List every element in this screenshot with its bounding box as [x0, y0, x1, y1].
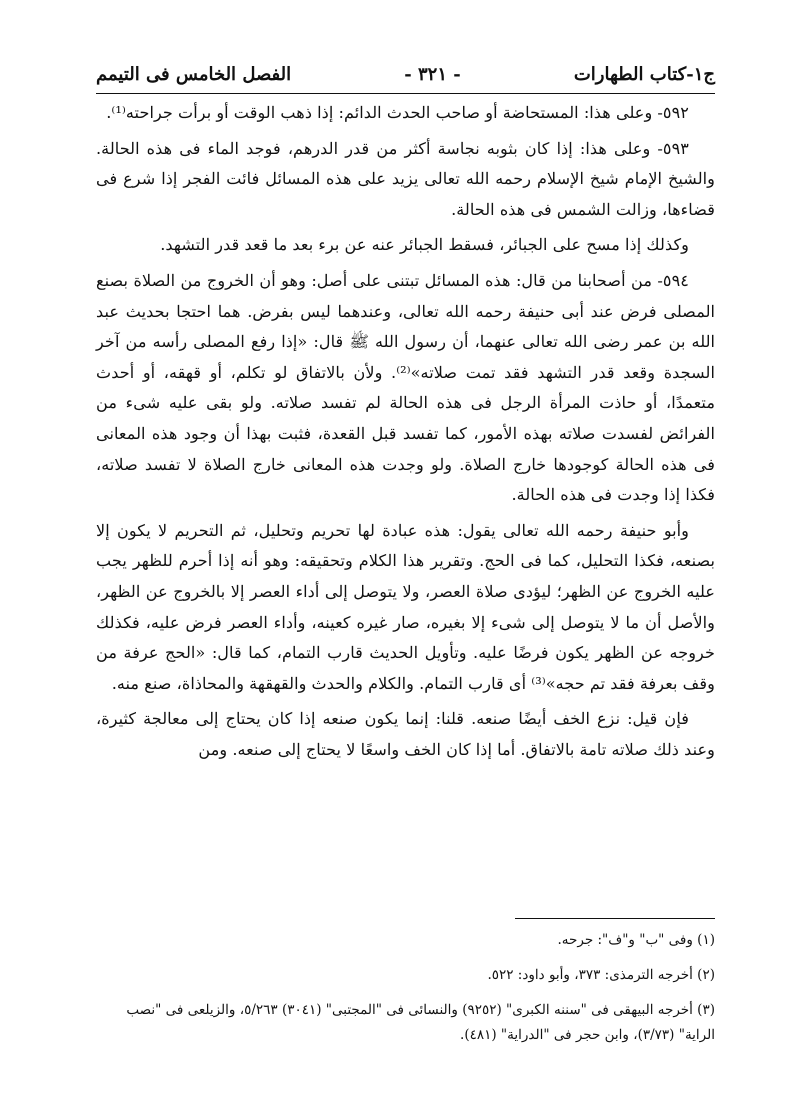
footnote-3: (٣) أخرجه البيهقى فى "سننه الكبرى" (٩٢٥٢) والنسائى فى "المجتبى" (٣٠٤١) ٥/٢٦٣، والزيلعى فى "نصب الراية" (٣/٧٣)، وابن حجر فى "الدراية" (٤٨١). [126, 1002, 715, 1043]
main-text [96, 98, 715, 770]
paragraph-592: ٥٩٢- وعلى هذا: المستحاضة أو صاحب الحدث الدائم: إذا ذهب الوقت أو برأت جراحته⁽¹⁾. [106, 103, 689, 122]
paragraph-594: ٥٩٤- من أصحابنا من قال: هذه المسائل تبتنى على أصل: وهو أن الخروج من الصلاة بصنع المصلى فرض عند أبى حنيفة رحمه الله تعالى، وعندهما ليس بفرض. هما احتجا بحديث عبد الله بن عمر رضى الله تعالى عنهما، أن رسول الله ﷺ قال: «إذا رفع المصلى رأسه من آخر السجدة وقعد قدر التشهد فقد تمت صلاته»⁽²⁾. ولأن بالاتفاق لو تكلم، أو قهقه، أو أحدث متعمدًا، أو حاذت المرأة الرجل فى هذه الحالة لم تفسد صلاته. ولو بقى عليه شىء من الفرائض لفسدت صلاته بهذه الأمور، كما تفسد قبل القعدة، فثبت بهذا أن وجود هذه المعانى فى هذه الحالة كوجودها خارج الصلاة. ولو وجدت هذه المعانى خارج الصلاة لا تفسد صلاته، فكذا إذا وجدت فى هذه الحالة. [96, 270, 715, 505]
book-title: ج١-كتاب الطهارات [573, 63, 715, 85]
running-header [96, 58, 715, 90]
chapter-title: الفصل الخامس فى التيمم [96, 63, 292, 85]
page-number: - ٣٢١ - [404, 63, 461, 85]
paragraph-abu-hanifa: وأبو حنيفة رحمه الله تعالى يقول: هذه عبادة لها تحريم وتحليل، ثم التحريم لا يكون إلا بصنعه، فكذا التحليل، كما فى الحج. وتقرير هذا الكلام وتحقيقه: وهو أنه إذا أحرم للظهر يجب عليه الخروج عن الظهر؛ ليؤدى صلاة العصر، ولا يتوصل إلى أداء العصر إلا بالخروج عن الظهر، والأصل أن ما لا يتوصل إلى شىء إلا بغيره، صار غيره كعينه، وأداء العصر فرض عليه، فكذلك خروجه عن الظهر يكون فرضًا عليه. وتأويل الحديث قارب التمام، كما قال: «الحج عرفة من وقف بعرفة فقد تم حجه»⁽³⁾ أى قارب التمام. والكلام والحدث والقهقهة والمحاذاة، صنع منه. [96, 520, 715, 693]
footnote-divider [515, 918, 715, 919]
footnote-1: (١) وفى "ب" و"ف": جرحه. [557, 932, 715, 948]
paragraph-jabair: وكذلك إذا مسح على الجبائر، فسقط الجبائر عنه عن برء بعد ما قعد قدر التشهد. [160, 235, 689, 255]
header-divider [96, 93, 715, 94]
footnote-2: (٢) أخرجه الترمذى: ٣٧٣، وأبو داود: ٥٢٢. [487, 967, 715, 983]
paragraph-593: ٥٩٣- وعلى هذا: إذا كان بثوبه نجاسة أكثر من قدر الدرهم، فوجد الماء فى هذه الحالة. والشيخ الإمام شيخ الإسلام رحمه الله تعالى يزيد على هذه المسائل فائت الفجر إذا شرع فى قضاءها، وزالت الشمس فى هذه الحالة. [96, 138, 715, 219]
footnotes [96, 928, 715, 1058]
paragraph-objection: فإن قيل: نزع الخف أيضًا صنعه. قلنا: إنما يكون صنعه إذا كان يحتاج إلى معالجة كثيرة، وعند ذلك صلاته تامة بالاتفاق. أما إذا كان الخف واسعًا لا يحتاج إلى صنعه. ومن [96, 709, 715, 759]
